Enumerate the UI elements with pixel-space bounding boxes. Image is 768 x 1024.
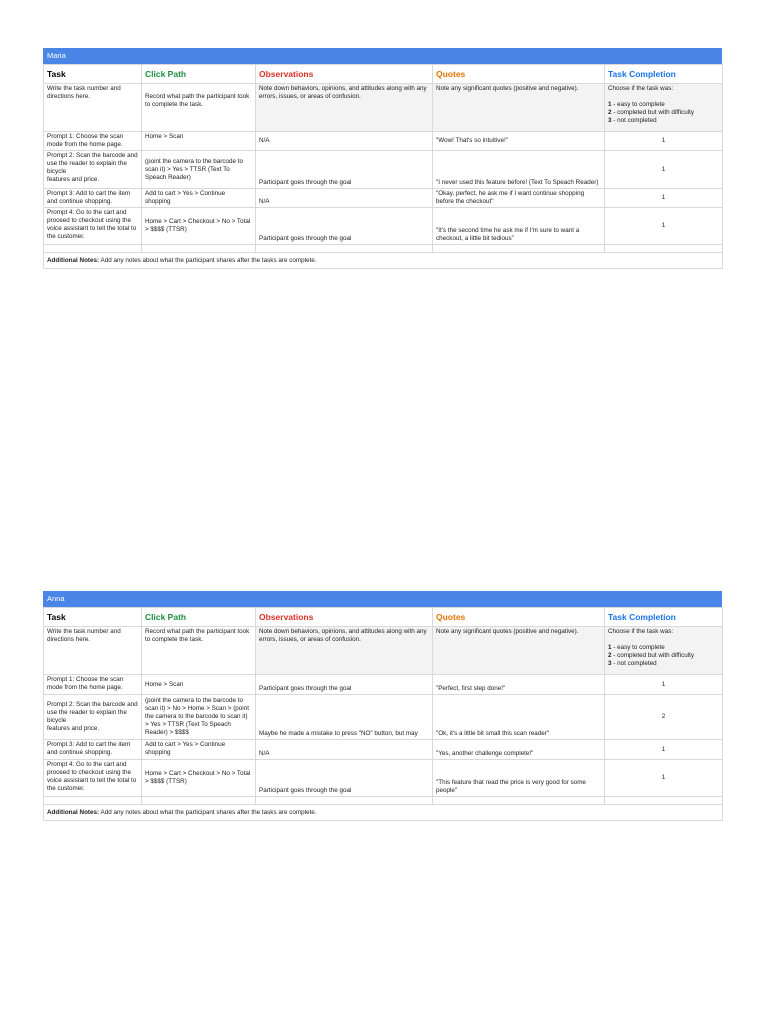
- click-path-cell: Home > Cart > Checkout > No > Total > $$$$ (TTSR): [142, 208, 256, 245]
- additional-notes: [44, 805, 723, 821]
- quotes-cell: "Okay, perfect, he ask me if I want continue shopping before the checkout": [433, 189, 605, 208]
- quotes-cell: "Wow! That's so intuitive!": [433, 132, 605, 151]
- task-cell: Prompt 2: Scan the barcode and use the reader to explain the bicycle features and price.: [44, 695, 142, 740]
- task-cell: Prompt 1: Choose the scan mode from the home page.: [44, 675, 142, 695]
- table-row: [44, 132, 723, 151]
- task-description: Write the task number and directions here.: [44, 627, 142, 675]
- quotes-cell: "Perfect, first step done!": [433, 675, 605, 695]
- spacer-row: [44, 797, 723, 805]
- task-cell: Prompt 1: Choose the scan mode from the home page.: [44, 132, 142, 151]
- task-cell: Prompt 4: Go to the cart and proceed to checkout using the voice assistant to tell the total to the customer.: [44, 208, 142, 245]
- legend-item: 1 - easy to complete: [608, 644, 665, 651]
- observations-cell: Participant goes through the goal: [256, 675, 433, 695]
- header-row: [44, 608, 723, 627]
- header-observations: Observations: [256, 65, 433, 84]
- completion-cell: 1: [605, 760, 723, 797]
- completion-cell: 1: [605, 740, 723, 760]
- header-click-path: Click Path: [142, 65, 256, 84]
- header-task-completion: Task Completion: [605, 608, 723, 627]
- header-task: Task: [44, 65, 142, 84]
- task-cell: Prompt 2: Scan the barcode and use the reader to explain the bicycle features and price.: [44, 151, 142, 189]
- table-row: [44, 740, 723, 760]
- observations-cell: Participant goes through the goal: [256, 208, 433, 245]
- header-quotes: Quotes: [433, 608, 605, 627]
- header-row: [44, 65, 723, 84]
- additional-notes-row: [44, 805, 723, 821]
- quotes-cell: "Yes, another challenge complete!": [433, 740, 605, 760]
- description-row: [44, 84, 723, 132]
- header-task-completion: Task Completion: [605, 65, 723, 84]
- observations-cell: Participant goes through the goal: [256, 760, 433, 797]
- completion-intro: Choose if the task was:: [608, 628, 674, 635]
- table-row: [44, 760, 723, 797]
- completion-description: [605, 84, 723, 132]
- task-cell: Prompt 4: Go to the cart and proceed to checkout using the voice assistant to tell the total to the customer.: [44, 760, 142, 797]
- observations-description: Note down behaviors, opinions, and attitudes along with any errors, issues, or areas of confusion.: [256, 84, 433, 132]
- notes-text: Add any notes about what the participant shares after the tasks are complete.: [99, 808, 317, 816]
- click-path-description-text: Record what path the participant took to complete the task.: [145, 93, 250, 108]
- table-row: [44, 675, 723, 695]
- observations-cell: N/A: [256, 740, 433, 760]
- notes-label: Additional Notes:: [47, 808, 100, 816]
- additional-notes-row: [44, 253, 723, 269]
- header-quotes: Quotes: [433, 65, 605, 84]
- sheet-title: Anna: [43, 591, 722, 607]
- legend-item: 3 - not completed: [608, 117, 657, 124]
- sheet-title: Maria: [43, 48, 722, 64]
- click-path-cell: (point the camera to the barcode to scan it) > Yes > TTSR (Text To Speach Reader): [142, 151, 256, 189]
- observations-cell: Maybe he made a mistake to press "NO" button, but may: [256, 695, 433, 740]
- quotes-cell: "I never used this feature before! (Text To Speach Reader): [433, 151, 605, 189]
- task-cell: Prompt 3: Add to cart the item and continue shopping.: [44, 740, 142, 760]
- table-row: [44, 208, 723, 245]
- quotes-description: Note any significant quotes (positive and negative).: [433, 627, 605, 675]
- legend-item: 3 - not completed: [608, 660, 657, 667]
- click-path-cell: Home > Cart > Checkout > No > Total > $$$$ (TTSR): [142, 760, 256, 797]
- observations-cell: N/A: [256, 189, 433, 208]
- notes-label: Additional Notes:: [47, 256, 100, 264]
- table-row: [44, 151, 723, 189]
- quotes-cell: "It's the second time he ask me if I'm sure to want a checkout, a little bit tedious": [433, 208, 605, 245]
- header-task: Task: [44, 608, 142, 627]
- click-path-cell: Add to cart > Yes > Continue shopping: [142, 189, 256, 208]
- completion-cell: 1: [605, 189, 723, 208]
- quotes-description: Note any significant quotes (positive and negative).: [433, 84, 605, 132]
- table-row: [44, 189, 723, 208]
- sheet-anna: [43, 591, 722, 821]
- table-row: [44, 695, 723, 740]
- legend-item: 2 - completed but with difficulty: [608, 652, 694, 659]
- completion-cell: 1: [605, 208, 723, 245]
- sheet-maria: [43, 48, 722, 269]
- task-description: Write the task number and directions here.: [44, 84, 142, 132]
- click-path-description: [142, 84, 256, 132]
- completion-cell: 1: [605, 132, 723, 151]
- spacer-row: [44, 245, 723, 253]
- notes-text: Add any notes about what the participant shares after the tasks are complete.: [99, 256, 317, 264]
- quotes-cell: "Ok, it's a little bit small this scan reader": [433, 695, 605, 740]
- click-path-description: Record what path the participant took to complete the task.: [142, 627, 256, 675]
- completion-cell: 2: [605, 695, 723, 740]
- completion-description: [605, 627, 723, 675]
- usability-table: [43, 64, 723, 269]
- completion-cell: 1: [605, 151, 723, 189]
- usability-table: [43, 607, 723, 821]
- header-click-path: Click Path: [142, 608, 256, 627]
- header-observations: Observations: [256, 608, 433, 627]
- additional-notes: [44, 253, 723, 269]
- quotes-cell: "This feature that read the price is very good for some people": [433, 760, 605, 797]
- task-cell: Prompt 3: Add to cart the item and continue shopping.: [44, 189, 142, 208]
- description-row: [44, 627, 723, 675]
- observations-cell: Participant goes through the goal: [256, 151, 433, 189]
- observations-description: Note down behaviors, opinions, and attitudes along with any errors, issues, or areas of confusion.: [256, 627, 433, 675]
- click-path-cell: (point the camera to the barcode to scan it) > No > Home > Scan > (point the camera to the barcode to scan it) > Yes > TTSR (Text To Speach Reader) > $$$$: [142, 695, 256, 740]
- click-path-cell: Home > Scan: [142, 675, 256, 695]
- completion-intro: Choose if the task was:: [608, 85, 674, 92]
- legend-item: 1 - easy to complete: [608, 101, 665, 108]
- legend-item: 2 - completed but with difficulty: [608, 109, 694, 116]
- click-path-cell: Add to cart > Yes > Continue shopping: [142, 740, 256, 760]
- completion-cell: 1: [605, 675, 723, 695]
- click-path-cell: Home > Scan: [142, 132, 256, 151]
- observations-cell: N/A: [256, 132, 433, 151]
